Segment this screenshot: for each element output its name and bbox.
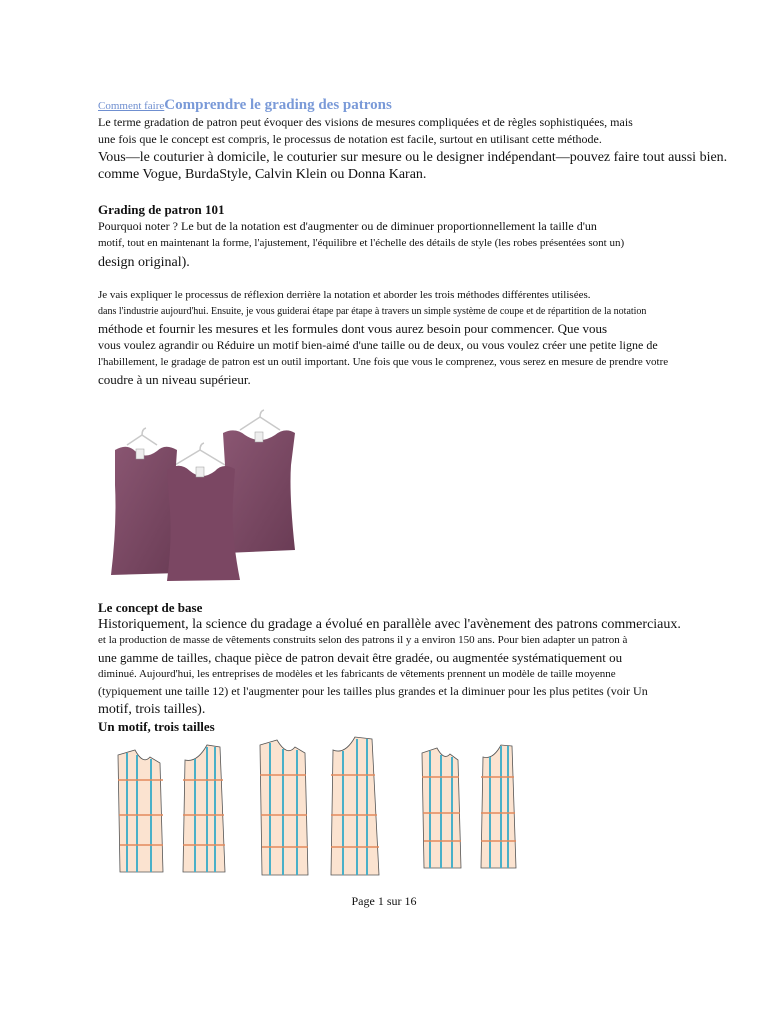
intro-line-2: une fois que le concept est compris, le processus de notation est facile, surtout en utilisant cette méthode. [98,132,602,146]
page-title [98,96,392,114]
s1-para2-line-5: l'habillement, le gradage de patron est un outil important. Une fois que vous le comprenez, vous serez en mesure de prendre votre [98,356,669,368]
section-heading-basic-concept: Le concept de base [98,600,203,615]
intro-line-4: comme Vogue, BurdaStyle, Calvin Klein ou Donna Karan. [98,167,427,182]
s1-para2-line-4: vous voulez agrandir ou Réduire un motif bien-aimé d'une taille ou de deux, ou vous voulez créer une petite ligne de [98,338,658,352]
dresses-photo [105,405,300,583]
s1-para2-line-6: coudre à un niveau supérieur. [98,372,251,387]
intro-line-3: Vous—le couturier à domicile, le couturier sur mesure ou le designer indépendant—pouvez faire tout aussi bien. [98,150,728,165]
pattern-pieces-illustration [115,735,535,880]
s2-line-3: une gamme de tailles, chaque pièce de patron devait être gradée, ou augmentée systématiquement ou [98,650,623,665]
s1-line-2: motif, tout en maintenant la forme, l'ajustement, l'équilibre et l'échelle des détails de style (les robes présentées sont un) [98,237,625,249]
s2-line-1: Historiquement, la science du gradage a évolué en parallèle avec l'avènement des patrons commerciaux. [98,617,681,632]
s1-para2-line-3: méthode et fournir les mesures et les formules dont vous aurez besoin pour commencer. Que vous [98,321,608,336]
s1-line-3: design original). [98,255,190,270]
s2-line-4: diminué. Aujourd'hui, les entreprises de modèles et les fabricants de vêtements prennent un modèle de taille moyenne [98,668,616,680]
page-number: Page 1 sur 16 [351,894,417,908]
intro-line-1: Le terme gradation de patron peut évoquer des visions de mesures compliquées et de règles sophistiquées, mais [98,115,633,129]
document-title: Comprendre le grading des patrons [164,97,392,113]
s2-line-6: motif, trois tailles). [98,702,206,717]
s1-para2-line-1: Je vais expliquer le processus de réflexion derrière la notation et aborder les trois méthodes différentes utilisées. [98,289,591,301]
section-heading-grading-101: Grading de patron 101 [98,202,225,217]
figure-heading: Un motif, trois tailles [98,719,215,734]
s2-line-2: et la production de masse de vêtements construits selon des patrons il y a environ 150 ans. Pour bien adapter un patron à [98,634,628,646]
s1-line-1: Pourquoi noter ? Le but de la notation est d'augmenter ou de diminuer proportionnellement la taille d'un [98,219,597,233]
s2-line-5: (typiquement une taille 12) et l'augmenter pour les tailles plus grandes et la diminuer pour les plus petites (voir Un [98,684,648,698]
how-to-link[interactable]: Comment faire [98,100,165,112]
s1-para2-line-2: dans l'industrie aujourd'hui. Ensuite, je vous guiderai étape par étape à travers un simple système de coupe et de répartition de la notation [98,306,647,317]
